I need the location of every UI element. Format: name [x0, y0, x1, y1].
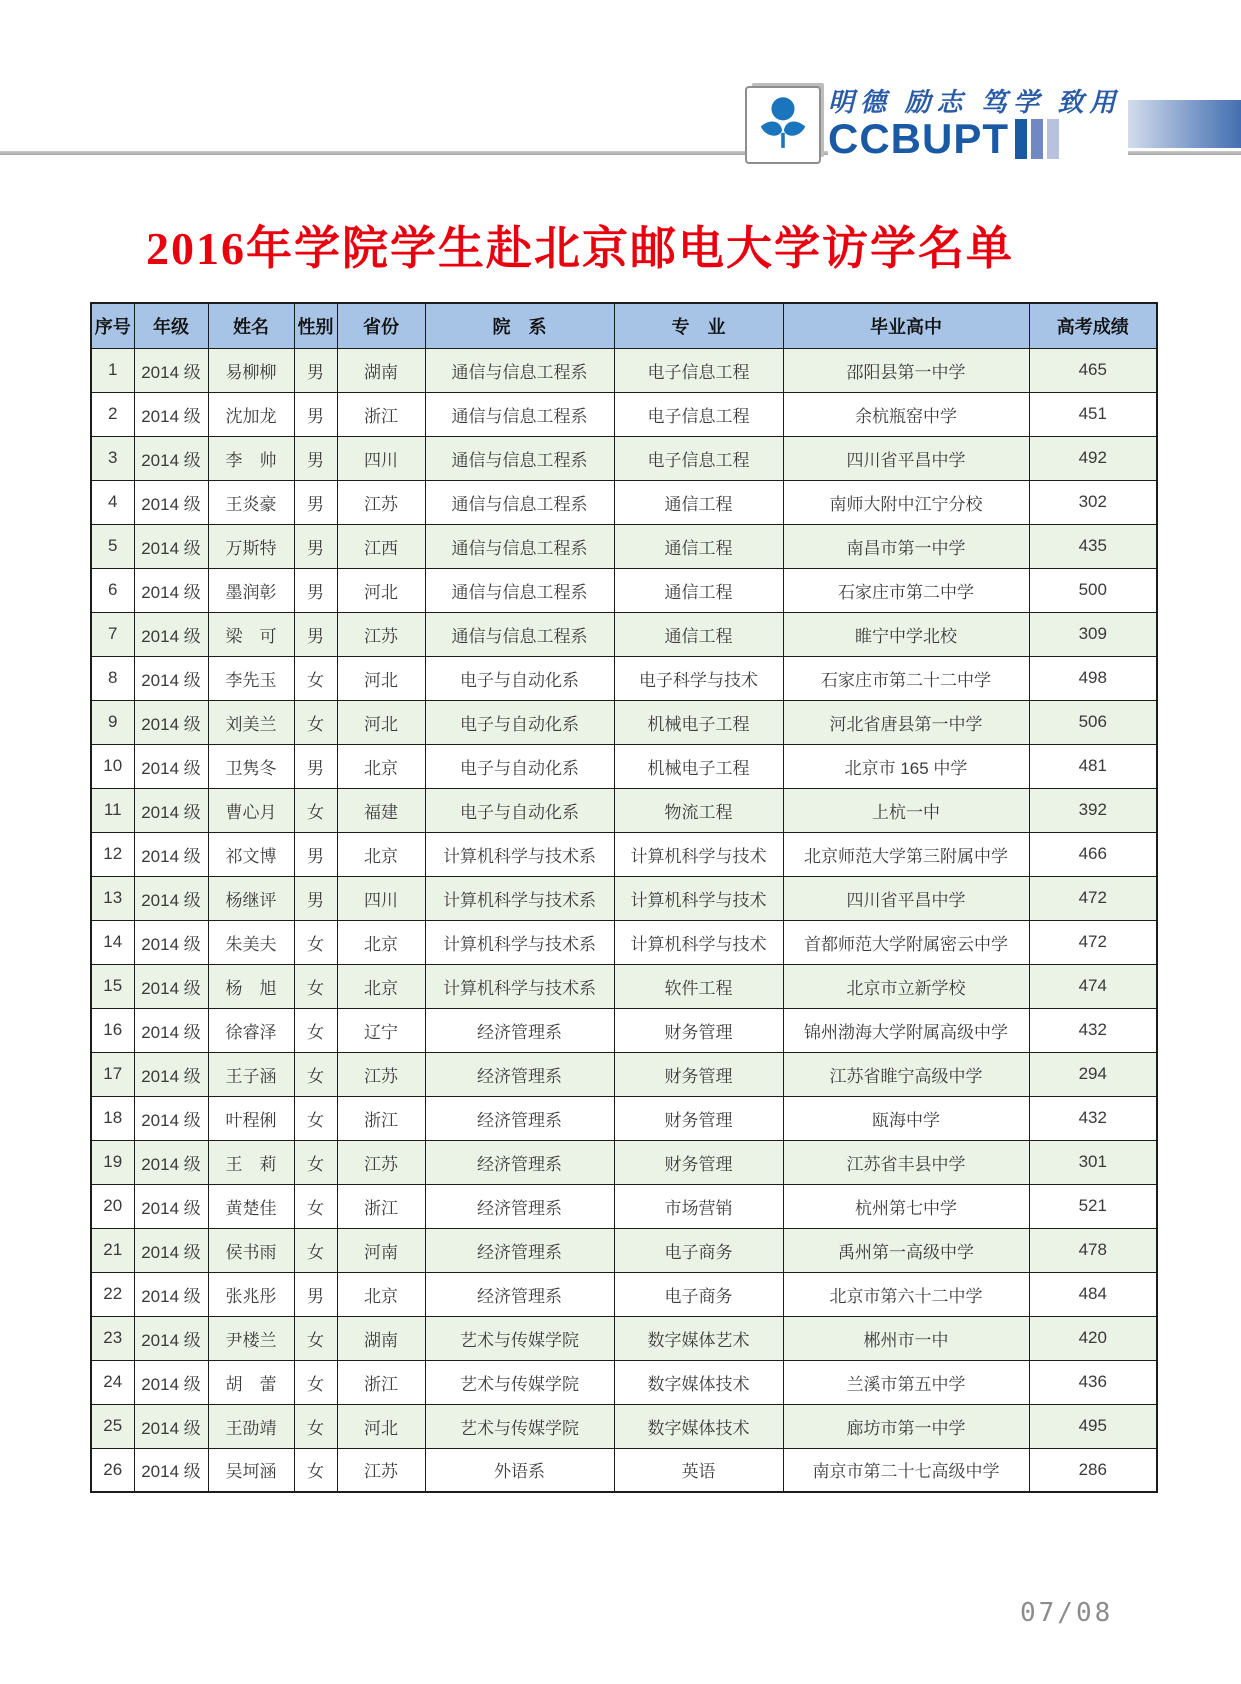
table-cell: 492: [1029, 436, 1157, 480]
table-cell: 2: [91, 392, 134, 436]
table-cell: 睢宁中学北校: [783, 612, 1029, 656]
table-cell: 石家庄市第二十二中学: [783, 656, 1029, 700]
table-cell: 财务管理: [614, 1096, 783, 1140]
table-cell: 2014 级: [134, 876, 208, 920]
table-cell: 电子商务: [614, 1228, 783, 1272]
table-cell: 王子涵: [208, 1052, 294, 1096]
table-cell: 经济管理系: [425, 1184, 614, 1228]
table-cell: 吴坷涵: [208, 1448, 294, 1492]
table-cell: 江苏: [337, 480, 425, 524]
column-header: 省份: [337, 303, 425, 348]
table-cell: 女: [294, 1360, 337, 1404]
table-cell: 472: [1029, 920, 1157, 964]
table-cell: 2014 级: [134, 1316, 208, 1360]
table-cell: 南京市第二十七高级中学: [783, 1448, 1029, 1492]
table-cell: 451: [1029, 392, 1157, 436]
table-row: [91, 392, 1157, 436]
table-cell: 女: [294, 1008, 337, 1052]
table-cell: 女: [294, 1316, 337, 1360]
table-row: [91, 1448, 1157, 1492]
table-cell: 四川: [337, 876, 425, 920]
table-cell: 财务管理: [614, 1008, 783, 1052]
table-cell: 11: [91, 788, 134, 832]
table-cell: 浙江: [337, 1184, 425, 1228]
table-row: [91, 1184, 1157, 1228]
table-cell: 石家庄市第二中学: [783, 568, 1029, 612]
table-cell: 5: [91, 524, 134, 568]
table-cell: 李先玉: [208, 656, 294, 700]
table-cell: 2014 级: [134, 348, 208, 392]
table-cell: 10: [91, 744, 134, 788]
table-cell: 3: [91, 436, 134, 480]
column-header: 姓名: [208, 303, 294, 348]
table-row: [91, 744, 1157, 788]
table-cell: 301: [1029, 1140, 1157, 1184]
table-cell: 四川省平昌中学: [783, 436, 1029, 480]
table-cell: 徐睿泽: [208, 1008, 294, 1052]
table-cell: 男: [294, 744, 337, 788]
table-cell: 财务管理: [614, 1052, 783, 1096]
table-cell: 521: [1029, 1184, 1157, 1228]
table-cell: 通信与信息工程系: [425, 392, 614, 436]
table-cell: 465: [1029, 348, 1157, 392]
page-number: 07/08: [1020, 1598, 1114, 1628]
table-cell: 14: [91, 920, 134, 964]
table-cell: 4: [91, 480, 134, 524]
table-cell: 外语系: [425, 1448, 614, 1492]
table-row: [91, 1360, 1157, 1404]
wordmark-bars-decoration: [1015, 119, 1063, 159]
table-cell: 478: [1029, 1228, 1157, 1272]
table-cell: 数字媒体技术: [614, 1404, 783, 1448]
table-row: [91, 1052, 1157, 1096]
table-row: [91, 480, 1157, 524]
table-cell: 392: [1029, 788, 1157, 832]
table-cell: 18: [91, 1096, 134, 1140]
table-cell: 通信与信息工程系: [425, 436, 614, 480]
table-cell: 432: [1029, 1096, 1157, 1140]
table-cell: 2014 级: [134, 964, 208, 1008]
table-cell: 王 莉: [208, 1140, 294, 1184]
table-cell: 302: [1029, 480, 1157, 524]
table-row: [91, 1008, 1157, 1052]
table-cell: 北京: [337, 744, 425, 788]
table-cell: 12: [91, 832, 134, 876]
table-cell: 16: [91, 1008, 134, 1052]
table-cell: 女: [294, 1140, 337, 1184]
table-cell: 432: [1029, 1008, 1157, 1052]
table-cell: 机械电子工程: [614, 744, 783, 788]
table-cell: 河北: [337, 1404, 425, 1448]
table-cell: 上杭一中: [783, 788, 1029, 832]
table-cell: 男: [294, 480, 337, 524]
table-cell: 21: [91, 1228, 134, 1272]
table-cell: 余杭瓶窑中学: [783, 392, 1029, 436]
table-cell: 通信与信息工程系: [425, 612, 614, 656]
table-row: [91, 1272, 1157, 1316]
table-cell: 兰溪市第五中学: [783, 1360, 1029, 1404]
table-cell: 辽宁: [337, 1008, 425, 1052]
column-header: 高考成绩: [1029, 303, 1157, 348]
table-cell: 电子与自动化系: [425, 656, 614, 700]
table-cell: 495: [1029, 1404, 1157, 1448]
table-cell: 数字媒体技术: [614, 1360, 783, 1404]
table-cell: 祁文博: [208, 832, 294, 876]
table-cell: 女: [294, 920, 337, 964]
table-cell: 北京: [337, 1272, 425, 1316]
table-cell: 朱美夫: [208, 920, 294, 964]
table-cell: 2014 级: [134, 744, 208, 788]
table-cell: 2014 级: [134, 392, 208, 436]
table-cell: 尹楼兰: [208, 1316, 294, 1360]
table-cell: 计算机科学与技术系: [425, 832, 614, 876]
table-cell: 男: [294, 1272, 337, 1316]
table-cell: 电子与自动化系: [425, 744, 614, 788]
table-cell: 309: [1029, 612, 1157, 656]
table-cell: 南师大附中江宁分校: [783, 480, 1029, 524]
table-cell: 2014 级: [134, 1052, 208, 1096]
table-row: [91, 348, 1157, 392]
table-cell: 2014 级: [134, 480, 208, 524]
table-cell: 20: [91, 1184, 134, 1228]
column-header: 专 业: [614, 303, 783, 348]
table-cell: 机械电子工程: [614, 700, 783, 744]
table-cell: 25: [91, 1404, 134, 1448]
table-container: [90, 302, 1158, 1493]
table-cell: 经济管理系: [425, 1272, 614, 1316]
table-cell: 江苏: [337, 1052, 425, 1096]
table-cell: 禹州第一高级中学: [783, 1228, 1029, 1272]
table-row: [91, 1096, 1157, 1140]
table-row: [91, 700, 1157, 744]
table-cell: 软件工程: [614, 964, 783, 1008]
table-row: [91, 1316, 1157, 1360]
table-cell: 计算机科学与技术系: [425, 964, 614, 1008]
column-header: 毕业高中: [783, 303, 1029, 348]
table-cell: 17: [91, 1052, 134, 1096]
table-cell: 男: [294, 348, 337, 392]
table-cell: 474: [1029, 964, 1157, 1008]
table-cell: 邵阳县第一中学: [783, 348, 1029, 392]
table-cell: 女: [294, 700, 337, 744]
table-row: [91, 568, 1157, 612]
table-row: [91, 612, 1157, 656]
table-cell: 刘美兰: [208, 700, 294, 744]
table-row: [91, 1228, 1157, 1272]
page-title: 2016年学院学生赴北京邮电大学访学名单: [146, 223, 1014, 274]
table-cell: 436: [1029, 1360, 1157, 1404]
table-cell: 北京: [337, 920, 425, 964]
table-cell: 郴州市一中: [783, 1316, 1029, 1360]
table-cell: 锦州渤海大学附属高级中学: [783, 1008, 1029, 1052]
table-cell: 侯书雨: [208, 1228, 294, 1272]
table-cell: 黄楚佳: [208, 1184, 294, 1228]
table-cell: 500: [1029, 568, 1157, 612]
table-cell: 北京: [337, 832, 425, 876]
table-cell: 2014 级: [134, 1008, 208, 1052]
table-cell: 叶程俐: [208, 1096, 294, 1140]
table-cell: 湖南: [337, 1316, 425, 1360]
table-cell: 经济管理系: [425, 1008, 614, 1052]
table-row: [91, 656, 1157, 700]
table-cell: 墨润彰: [208, 568, 294, 612]
table-cell: 电子商务: [614, 1272, 783, 1316]
table-cell: 经济管理系: [425, 1096, 614, 1140]
table-cell: 2014 级: [134, 656, 208, 700]
table-cell: 22: [91, 1272, 134, 1316]
table-cell: 南昌市第一中学: [783, 524, 1029, 568]
table-cell: 472: [1029, 876, 1157, 920]
table-cell: 北京市立新学校: [783, 964, 1029, 1008]
table-row: [91, 524, 1157, 568]
table-cell: 江苏: [337, 1448, 425, 1492]
table-cell: 市场营销: [614, 1184, 783, 1228]
table-cell: 女: [294, 1184, 337, 1228]
table-cell: 女: [294, 964, 337, 1008]
university-motto: 明德 励志 笃学 致用: [828, 88, 1122, 117]
table-cell: 2014 级: [134, 1096, 208, 1140]
table-cell: 北京师范大学第三附属中学: [783, 832, 1029, 876]
brand-block: [828, 88, 1128, 162]
table-cell: 计算机科学与技术系: [425, 920, 614, 964]
table-cell: 李 帅: [208, 436, 294, 480]
table-row: [91, 788, 1157, 832]
table-cell: 2014 级: [134, 788, 208, 832]
table-cell: 13: [91, 876, 134, 920]
table-cell: 女: [294, 1228, 337, 1272]
table-cell: 曹心月: [208, 788, 294, 832]
table-cell: 电子信息工程: [614, 348, 783, 392]
table-cell: 2014 级: [134, 1404, 208, 1448]
table-cell: 2014 级: [134, 1360, 208, 1404]
table-cell: 浙江: [337, 392, 425, 436]
table-cell: 物流工程: [614, 788, 783, 832]
table-cell: 通信工程: [614, 612, 783, 656]
table-cell: 艺术与传媒学院: [425, 1316, 614, 1360]
table-cell: 506: [1029, 700, 1157, 744]
table-cell: 电子信息工程: [614, 436, 783, 480]
table-cell: 通信工程: [614, 568, 783, 612]
table-cell: 电子科学与技术: [614, 656, 783, 700]
table-cell: 杭州第七中学: [783, 1184, 1029, 1228]
table-cell: 电子信息工程: [614, 392, 783, 436]
table-cell: 420: [1029, 1316, 1157, 1360]
table-cell: 江苏: [337, 1140, 425, 1184]
table-cell: 23: [91, 1316, 134, 1360]
table-cell: 四川: [337, 436, 425, 480]
table-cell: 女: [294, 788, 337, 832]
table-cell: 万斯特: [208, 524, 294, 568]
column-header: 院 系: [425, 303, 614, 348]
table-cell: 廊坊市第一中学: [783, 1404, 1029, 1448]
table-cell: 湖南: [337, 348, 425, 392]
table-cell: 梁 可: [208, 612, 294, 656]
table-cell: 男: [294, 568, 337, 612]
table-cell: 484: [1029, 1272, 1157, 1316]
table-row: [91, 1140, 1157, 1184]
university-logo: [745, 86, 821, 164]
table-cell: 女: [294, 1052, 337, 1096]
table-cell: 河南: [337, 1228, 425, 1272]
table-cell: 浙江: [337, 1096, 425, 1140]
table-cell: 2014 级: [134, 1272, 208, 1316]
table-cell: 易柳柳: [208, 348, 294, 392]
table-cell: 2014 级: [134, 920, 208, 964]
table-cell: 福建: [337, 788, 425, 832]
table-cell: 经济管理系: [425, 1228, 614, 1272]
table-cell: 女: [294, 1096, 337, 1140]
table-cell: 女: [294, 1404, 337, 1448]
table-row: [91, 1404, 1157, 1448]
table-cell: 481: [1029, 744, 1157, 788]
table-cell: 女: [294, 1448, 337, 1492]
table-cell: 7: [91, 612, 134, 656]
table-cell: 电子与自动化系: [425, 700, 614, 744]
table-cell: 2014 级: [134, 612, 208, 656]
table-cell: 数字媒体艺术: [614, 1316, 783, 1360]
table-cell: 2014 级: [134, 1140, 208, 1184]
table-cell: 首都师范大学附属密云中学: [783, 920, 1029, 964]
table-cell: 通信与信息工程系: [425, 480, 614, 524]
table-cell: 男: [294, 392, 337, 436]
table-cell: 19: [91, 1140, 134, 1184]
table-cell: 8: [91, 656, 134, 700]
table-cell: 江苏省睢宁高级中学: [783, 1052, 1029, 1096]
table-row: [91, 920, 1157, 964]
table-cell: 艺术与传媒学院: [425, 1360, 614, 1404]
table-cell: 河北省唐县第一中学: [783, 700, 1029, 744]
table-cell: 通信工程: [614, 480, 783, 524]
table-cell: 张兆彤: [208, 1272, 294, 1316]
column-header: 序号: [91, 303, 134, 348]
table-cell: 河北: [337, 700, 425, 744]
table-row: [91, 436, 1157, 480]
table-cell: 男: [294, 524, 337, 568]
table-cell: 沈加龙: [208, 392, 294, 436]
table-cell: 北京市第六十二中学: [783, 1272, 1029, 1316]
column-header: 年级: [134, 303, 208, 348]
table-cell: 河北: [337, 568, 425, 612]
table-cell: 计算机科学与技术: [614, 920, 783, 964]
table-cell: 294: [1029, 1052, 1157, 1096]
table-row: [91, 832, 1157, 876]
table-cell: 男: [294, 436, 337, 480]
table-cell: 9: [91, 700, 134, 744]
table-cell: 通信工程: [614, 524, 783, 568]
table-cell: 6: [91, 568, 134, 612]
table-cell: 1: [91, 348, 134, 392]
table-header-row: [91, 303, 1157, 348]
table-cell: 河北: [337, 656, 425, 700]
table-cell: 男: [294, 876, 337, 920]
table-cell: 浙江: [337, 1360, 425, 1404]
table-cell: 2014 级: [134, 1228, 208, 1272]
table-cell: 2014 级: [134, 436, 208, 480]
table-cell: 286: [1029, 1448, 1157, 1492]
table-cell: 杨继评: [208, 876, 294, 920]
person-figure-icon: [747, 91, 819, 155]
table-cell: 466: [1029, 832, 1157, 876]
table-cell: 瓯海中学: [783, 1096, 1029, 1140]
column-header: 性别: [294, 303, 337, 348]
table-cell: 通信与信息工程系: [425, 524, 614, 568]
table-cell: 2014 级: [134, 1448, 208, 1492]
table-cell: 24: [91, 1360, 134, 1404]
table-cell: 男: [294, 832, 337, 876]
table-cell: 498: [1029, 656, 1157, 700]
ccbupt-wordmark: CCBUPT: [828, 115, 1009, 162]
table-cell: 26: [91, 1448, 134, 1492]
table-cell: 2014 级: [134, 1184, 208, 1228]
table-cell: 通信与信息工程系: [425, 568, 614, 612]
table-cell: 计算机科学与技术系: [425, 876, 614, 920]
table-cell: 英语: [614, 1448, 783, 1492]
table-cell: 四川省平昌中学: [783, 876, 1029, 920]
table-cell: 2014 级: [134, 568, 208, 612]
table-cell: 女: [294, 656, 337, 700]
table-cell: 计算机科学与技术: [614, 876, 783, 920]
table-row: [91, 876, 1157, 920]
table-cell: 2014 级: [134, 700, 208, 744]
table-cell: 财务管理: [614, 1140, 783, 1184]
table-cell: 胡 蕾: [208, 1360, 294, 1404]
table-cell: 江苏省丰县中学: [783, 1140, 1029, 1184]
table-cell: 王劭靖: [208, 1404, 294, 1448]
table-cell: 435: [1029, 524, 1157, 568]
table-cell: 男: [294, 612, 337, 656]
table-cell: 2014 级: [134, 524, 208, 568]
table-cell: 江苏: [337, 612, 425, 656]
table-cell: 2014 级: [134, 832, 208, 876]
table-cell: 电子与自动化系: [425, 788, 614, 832]
table-cell: 杨 旭: [208, 964, 294, 1008]
table-cell: 艺术与传媒学院: [425, 1404, 614, 1448]
table-cell: 通信与信息工程系: [425, 348, 614, 392]
table-cell: 经济管理系: [425, 1052, 614, 1096]
table-cell: 北京市 165 中学: [783, 744, 1029, 788]
table-cell: 经济管理系: [425, 1140, 614, 1184]
table-cell: 江西: [337, 524, 425, 568]
students-table: [90, 302, 1158, 1493]
table-row: [91, 964, 1157, 1008]
table-cell: 15: [91, 964, 134, 1008]
table-cell: 北京: [337, 964, 425, 1008]
table-cell: 卫隽冬: [208, 744, 294, 788]
table-cell: 王炎豪: [208, 480, 294, 524]
table-cell: 计算机科学与技术: [614, 832, 783, 876]
